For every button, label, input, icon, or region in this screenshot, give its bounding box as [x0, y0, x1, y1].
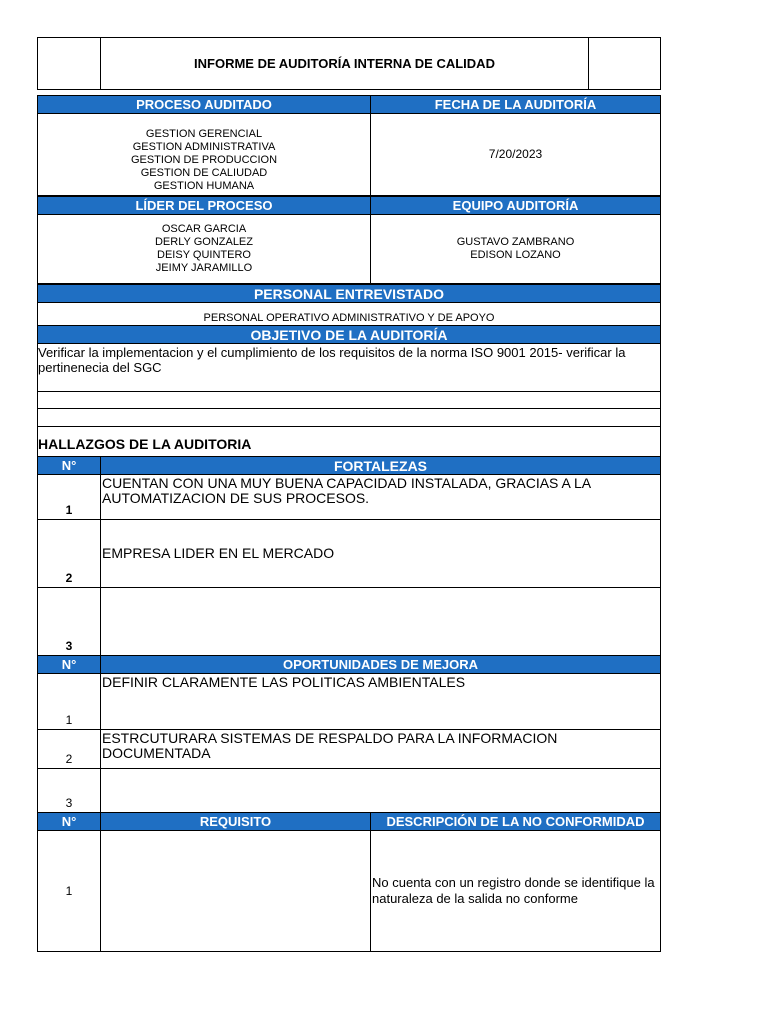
- oportunidad-text: ESTRCUTURARA SISTEMAS DE RESPALDO PARA LA INFORMACION DOCUMENTADA: [100, 729, 661, 769]
- proceso-item: GESTION ADMINISTRATIVA: [132, 141, 276, 153]
- oportunidad-number: 1: [37, 673, 101, 730]
- equipo-auditoria-header: EQUIPO AUDITORÍA: [370, 196, 661, 215]
- objetivo-text: Verificar la implementacion y el cumplimiento de los requisitos de la norma ISO 9001 2015- verificar la pertinenecia del SGC: [37, 343, 661, 392]
- fortaleza-number: 3: [37, 587, 101, 656]
- lider-item: JEIMY JARAMILLO: [155, 262, 253, 274]
- fortalezas-header: FORTALEZAS: [100, 456, 661, 475]
- requisito-header: REQUISITO: [100, 812, 371, 831]
- proceso-item: GESTION GERENCIAL: [145, 128, 263, 140]
- proceso-item: GESTION DE PRODUCCION: [130, 154, 278, 166]
- oportunidad-text: DEFINIR CLARAMENTE LAS POLITICAS AMBIENTALES: [100, 673, 661, 730]
- lider-proceso-header: LÍDER DEL PROCESO: [37, 196, 371, 215]
- nc-descripcion: No cuenta con un registro donde se identifique la naturaleza de la salida no conforme: [370, 830, 661, 952]
- proceso-item: GESTION DE CALIUDAD: [140, 167, 268, 179]
- hallazgos-title: HALLAZGOS DE LA AUDITORIA: [37, 426, 661, 457]
- oportunidad-number: 3: [37, 768, 101, 813]
- fortaleza-number: 2: [37, 519, 101, 588]
- blank-row: [37, 391, 661, 409]
- lider-item: DEISY QUINTERO: [157, 249, 251, 261]
- objetivo-header: OBJETIVO DE LA AUDITORÍA: [37, 325, 661, 344]
- report-title: INFORME DE AUDITORÍA INTERNA DE CALIDAD: [100, 37, 589, 90]
- equipo-list: [370, 214, 661, 284]
- blank-row: [37, 408, 661, 427]
- fortaleza-number: 1: [37, 474, 101, 520]
- equipo-item: EDISON LOZANO: [470, 249, 561, 261]
- title-right-box: [588, 37, 661, 90]
- equipo-item: GUSTAVO ZAMBRANO: [456, 236, 575, 248]
- oportunidades-num-header: N°: [37, 655, 101, 674]
- fecha-value: 7/20/2023: [370, 113, 661, 196]
- fortaleza-text: [100, 587, 661, 656]
- procesos-list: [37, 113, 371, 196]
- lideres-list: [37, 214, 371, 284]
- nc-number: 1: [37, 830, 101, 952]
- fortaleza-text: EMPRESA LIDER EN EL MERCADO: [100, 519, 661, 588]
- descripcion-nc-header: DESCRIPCIÓN DE LA NO CONFORMIDAD: [370, 812, 661, 831]
- nc-requisito: [100, 830, 371, 952]
- proceso-item: GESTION HUMANA: [153, 180, 255, 192]
- nc-num-header: N°: [37, 812, 101, 831]
- fortaleza-text: CUENTAN CON UNA MUY BUENA CAPACIDAD INSTALADA, GRACIAS A LA AUTOMATIZACION DE SUS PROCESOS.: [100, 474, 661, 520]
- oportunidad-text: [100, 768, 661, 813]
- personal-entrevistado-header: PERSONAL ENTREVISTADO: [37, 284, 661, 303]
- oportunidades-header: OPORTUNIDADES DE MEJORA: [100, 655, 661, 674]
- personal-entrevistado-value: PERSONAL OPERATIVO ADMINISTRATIVO Y DE APOYO: [37, 302, 661, 326]
- fecha-auditoria-header: FECHA DE LA AUDITORÍA: [370, 95, 661, 114]
- lider-item: DERLY GONZALEZ: [154, 236, 253, 248]
- fortalezas-num-header: N°: [37, 456, 101, 475]
- lider-item: OSCAR GARCIA: [161, 223, 247, 235]
- proceso-auditado-header: PROCESO AUDITADO: [37, 95, 371, 114]
- title-left-box: [37, 37, 101, 90]
- oportunidad-number: 2: [37, 729, 101, 769]
